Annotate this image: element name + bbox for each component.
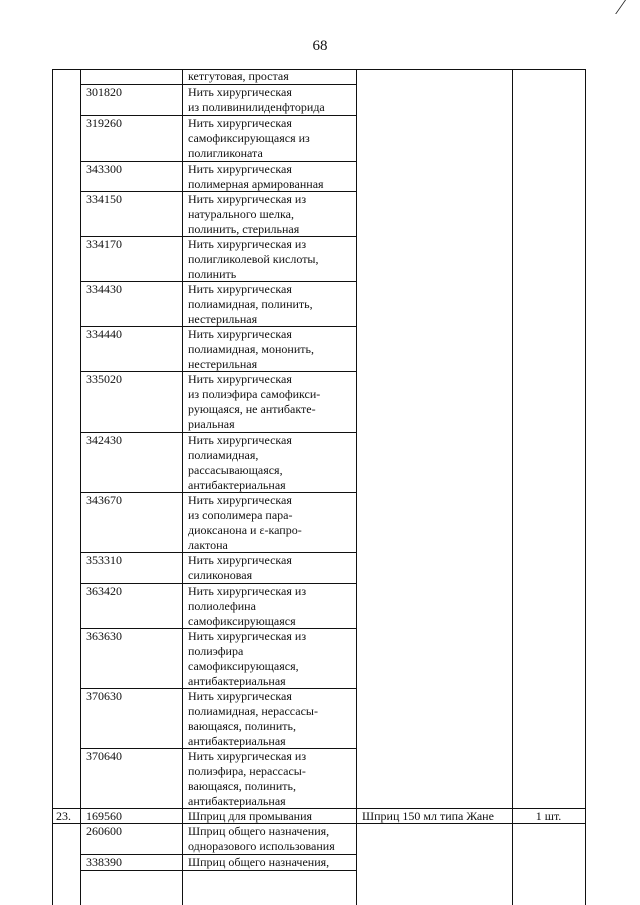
items-table	[52, 69, 586, 905]
item-name: Нить хирургическая из поливинилиденфторида	[188, 85, 325, 114]
item-code: 343670	[86, 493, 122, 507]
item-code: 343300	[86, 162, 122, 176]
column-rule-code	[182, 69, 183, 905]
item-code: 363630	[86, 629, 122, 643]
scan-corner-mark	[615, 0, 640, 14]
item-name: Нить хирургическая из полигликолевой кислоты, полинить	[188, 237, 319, 281]
item-name: Шприц общего назначения,	[188, 855, 330, 869]
item-code: 169560	[86, 809, 122, 823]
item-name: Нить хирургическая из полиэфира, нерассасы- вающаяся, полинить, антибактериальная	[188, 749, 307, 808]
column-rule-number	[80, 69, 81, 905]
column-rule-name	[356, 69, 357, 905]
item-code: 338390	[86, 855, 122, 869]
item-name: Нить хирургическая из полиолефина самофиксирующаяся	[188, 584, 307, 628]
item-code: 335020	[86, 372, 122, 386]
item-quantity: 1 шт.	[535, 809, 562, 823]
item-name: Шприц общего назначения, одноразового использования	[188, 824, 335, 853]
item-code: 334150	[86, 192, 122, 206]
item-code: 334170	[86, 237, 122, 251]
item-code: 370630	[86, 689, 122, 703]
item-specification: Шприц 150 мл типа Жане	[362, 809, 494, 823]
item-name: кетгутовая, простая	[188, 69, 289, 83]
page-number: 68	[312, 38, 328, 54]
row-separator	[80, 870, 356, 871]
item-code: 370640	[86, 749, 122, 763]
item-name: Нить хирургическая из полиэфира самофиксирующаяся, антибактериальная	[188, 629, 307, 688]
item-name: Нить хирургическая из полиэфира самофикси- рующаяся, не антибакте- риальная	[188, 372, 321, 431]
item-name: Нить хирургическая из сополимера пара- диоксанона и ε-капро- лактона	[188, 493, 302, 552]
item-name: Нить хирургическая полимерная армированная	[188, 162, 324, 191]
item-code: 260600	[86, 824, 122, 838]
item-name: Нить хирургическая полиамидная, рассасывающаяся, антибактериальная	[188, 433, 292, 492]
item-number: 23.	[56, 809, 71, 823]
item-name: Нить хирургическая самофиксирующаяся из полигликоната	[188, 116, 310, 160]
item-name: Шприц для промывания	[188, 809, 313, 823]
item-name: Нить хирургическая полиамидная, мононить, нестерильная	[188, 327, 314, 371]
item-code: 301820	[86, 85, 122, 99]
item-code: 334430	[86, 282, 122, 296]
item-code: 334440	[86, 327, 122, 341]
table-border-left	[52, 69, 53, 905]
item-name: Нить хирургическая из натурального шелка, полинить, стерильная	[188, 192, 307, 236]
column-rule-spec	[512, 69, 513, 905]
item-code: 353310	[86, 553, 122, 567]
item-code: 342430	[86, 433, 122, 447]
item-name: Нить хирургическая полиамидная, полинить, нестерильная	[188, 282, 313, 326]
item-code: 319260	[86, 116, 122, 130]
item-name: Нить хирургическая силиконовая	[188, 553, 292, 582]
item-code: 363420	[86, 584, 122, 598]
table-border-right	[585, 69, 586, 905]
item-name: Нить хирургическая полиамидная, нерассасы- вающаяся, полинить, антибактериальная	[188, 689, 318, 748]
